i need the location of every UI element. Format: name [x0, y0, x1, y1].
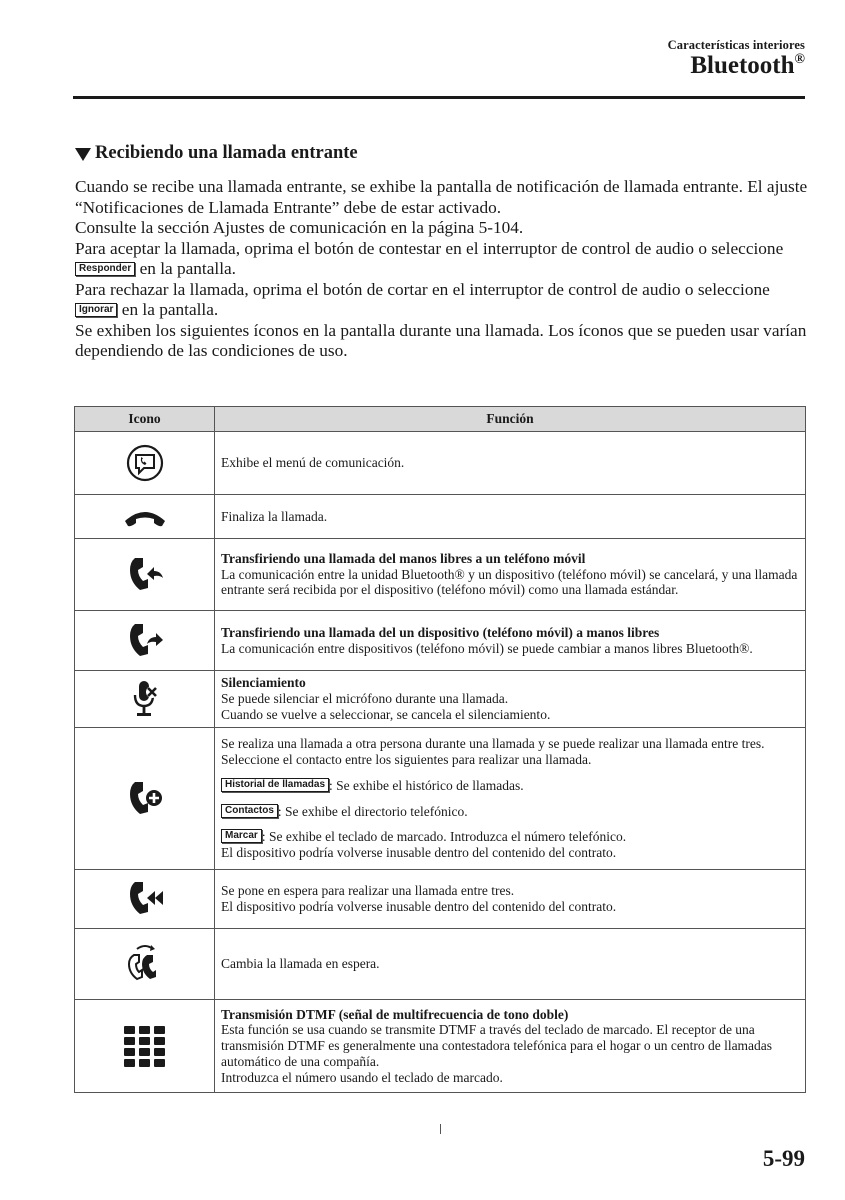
table-row: Se pone en espera para realizar una llamada entre tres. El dispositivo podría volverse inusable dentro del contenido del contrato.: [75, 870, 806, 929]
paragraph-4: Para rechazar la llamada, oprima el botón de cortar en el interruptor de control de audio o seleccione Ignorar en la pantalla.: [75, 279, 770, 319]
responder-button: Responder: [75, 262, 135, 276]
keypad-icon: [122, 1024, 168, 1068]
table-row: Transfiriendo una llamada del un dispositivo (teléfono móvil) a manos libres La comunicación entre dispositivos (teléfono móvil) se puede cambiar a manos libres Bluetooth®.: [75, 611, 806, 671]
historial-button: Historial de llamadas: [221, 778, 329, 792]
end-call-icon: [122, 505, 168, 529]
marcar-button: Marcar: [221, 829, 262, 843]
triangle-bullet-icon: [75, 148, 91, 161]
column-header-function: Función: [215, 407, 806, 432]
section-header: Características interiores: [667, 38, 805, 52]
table-row: Exhibe el menú de comunicación.: [75, 432, 806, 495]
contactos-button: Contactos: [221, 804, 278, 818]
option-marcar: Marcar : Se exhibe el teclado de marcado. Introduzca el número telefónico.: [221, 829, 799, 845]
transfer-to-handsfree-icon: [125, 620, 165, 662]
swap-call-icon: [125, 941, 165, 987]
ignorar-button: Ignorar: [75, 303, 117, 317]
table-row: Transmisión DTMF (señal de multifrecuencia de tono doble) Esta función se usa cuando se transmite DTMF a través del teclado de marcado. El receptor de una transmisión DTMF es generalmente una contestadora telefónica para el hogar o un centro de llamadas automático de una compañía. Introduzca el número usando el teclado de marcado.: [75, 1000, 806, 1093]
contract-note: El dispositivo podría volverse inusable dentro del contenido del contrato.: [221, 845, 617, 861]
footer-mark: [440, 1124, 441, 1134]
paragraph-2: Consulte la sección Ajustes de comunicación en la página 5-104.: [75, 218, 524, 237]
table-row: Finaliza la llamada.: [75, 495, 806, 539]
page-title: Bluetooth®: [690, 52, 805, 79]
section-title: Recibiendo una llamada entrante: [75, 143, 358, 164]
paragraph-1: Cuando se recibe una llamada entrante, se exhibe la pantalla de notificación de llamada entrante. El ajuste “Notificaciones de Llamada Entrante” debe de estar activado.: [75, 177, 808, 217]
column-header-icon: Icono: [75, 407, 215, 432]
table-row: Silenciamiento Se puede silenciar el micrófono durante una llamada. Cuando se vuelve a seleccionar, se cancela el silenciamiento.: [75, 671, 806, 728]
table-row: Se realiza una llamada a otra persona durante una llamada y se puede realizar una llamada entre tres. Seleccione el contacto entre los siguientes para realizar una llamada. Historial de llamadas : Se exhibe el histórico de llamadas. Contactos : Se exhibe el directorio telefónico. Marcar : Se exhibe el teclado de marcado. Introduzca el número telefónico. El dispositivo podría volverse inusable dentro del contenido del contrato.: [75, 728, 806, 870]
add-call-icon: [125, 778, 165, 820]
table-row: Transfiriendo una llamada del manos libres a un teléfono móvil La comunicación entre la unidad Bluetooth® y un dispositivo (teléfono móvil) se cancelará, y una llamada entrante será recibida por el dispositivo (teléfono móvil) como una llamada estándar.: [75, 539, 806, 611]
transfer-to-phone-icon: [125, 554, 165, 596]
communication-menu-icon: [125, 443, 165, 483]
mute-microphone-icon: [130, 678, 160, 720]
page-number: 5-99: [762, 1146, 805, 1171]
body-text: [75, 177, 810, 362]
hold-three-way-icon: [125, 878, 165, 920]
option-historial: Historial de llamadas : Se exhibe el histórico de llamadas.: [221, 778, 799, 794]
paragraph-5: Se exhiben los siguientes íconos en la pantalla durante una llamada. Los íconos que se pueden usar varían dependiendo de las condiciones de uso.: [75, 320, 807, 360]
icon-function-table: [74, 406, 806, 1093]
table-row: Cambia la llamada en espera.: [75, 929, 806, 1000]
option-contactos: Contactos : Se exhibe el directorio telefónico.: [221, 804, 799, 820]
header-rule: [73, 96, 805, 99]
table-header-row: [75, 407, 806, 432]
paragraph-3: Para aceptar la llamada, oprima el botón de contestar en el interruptor de control de audio o seleccione Responder en la pantalla.: [75, 238, 784, 278]
